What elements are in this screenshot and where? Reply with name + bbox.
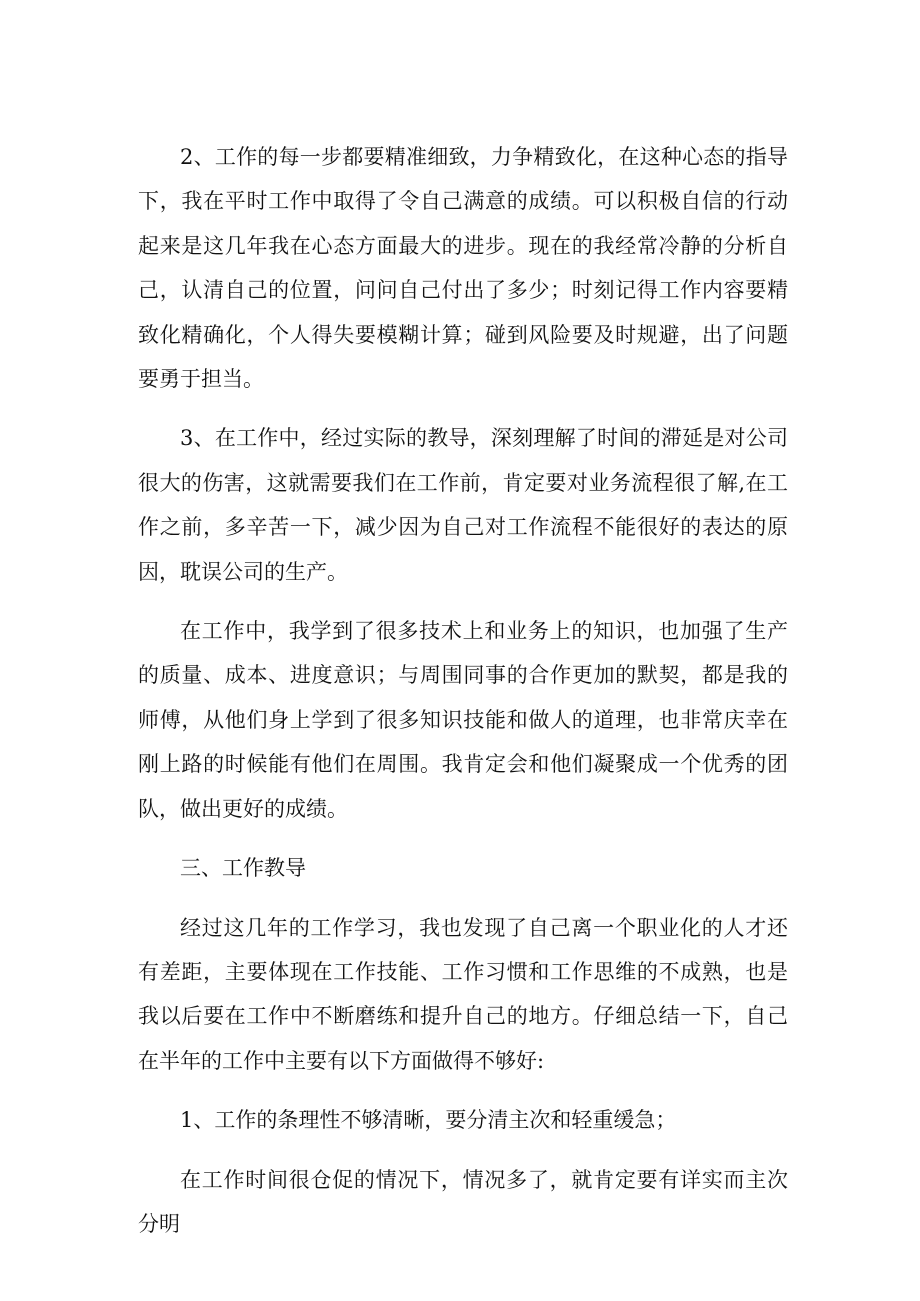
document-body bbox=[138, 135, 788, 1246]
paragraph-gap bbox=[138, 1083, 788, 1098]
paragraph-time-delay: 3、在工作中，经过实际的教导，深刻理解了时间的滞延是对公司很大的伤害，这就需要我们在工作前，肯定要对业务流程很了解,在工作之前，多辛苦一下，减少因为自己对工作流程不能很好的表达的原因，耽误公司的生产。 bbox=[138, 426, 788, 584]
paragraph-knowledge-gained: 在工作中，我学到了很多技术上和业务上的知识，也加强了生产的质量、成本、进度意识；与周围同事的合作更加的默契，都是我的师傅，从他们身上学到了很多知识技能和做人的道理，也非常庆幸在刚上路的时候能有他们在周围。我肯定会和他们凝聚成一个优秀的团队，做出更好的成绩。 bbox=[138, 619, 788, 821]
paragraph-shortcomings-intro: 经过这几年的工作学习，我也发现了自己离一个职业化的人才还有差距，主要体现在工作技能、工作习惯和工作思维的不成熟，也是我以后要在工作中不断磨练和提升自己的地方。仔细总结一下，自己在半年的工作中主要有以下方面做得不够好: bbox=[138, 915, 788, 1073]
paragraph-point-1: 1、工作的条理性不够清晰，要分清主次和轻重缓急； bbox=[180, 1108, 677, 1133]
paragraph-gap bbox=[138, 594, 788, 609]
paragraph-work-precision: 2、工作的每一步都要精准细致，力争精致化，在这种心态的指导下，我在平时工作中取得了令自己满意的成绩。可以积极自信的行动起来是这几年我在心态方面最大的进步。现在的我经常冷静的分析自己，认清自己的位置，问问自己付出了多少；时刻记得工作内容要精致化精确化，个人得失要模糊计算；碰到风险要及时规避，出了问题要勇于担当。 bbox=[138, 145, 788, 392]
section-heading: 三、工作教导 bbox=[180, 856, 306, 881]
paragraph-gap bbox=[138, 401, 788, 416]
paragraph-gap bbox=[138, 891, 788, 906]
paragraph-gap bbox=[138, 831, 788, 846]
paragraph-time-pressure: 在工作时间很仓促的情况下，情况多了，就肯定要有详实而主次分明 bbox=[138, 1167, 788, 1236]
paragraph-gap bbox=[138, 1143, 788, 1158]
